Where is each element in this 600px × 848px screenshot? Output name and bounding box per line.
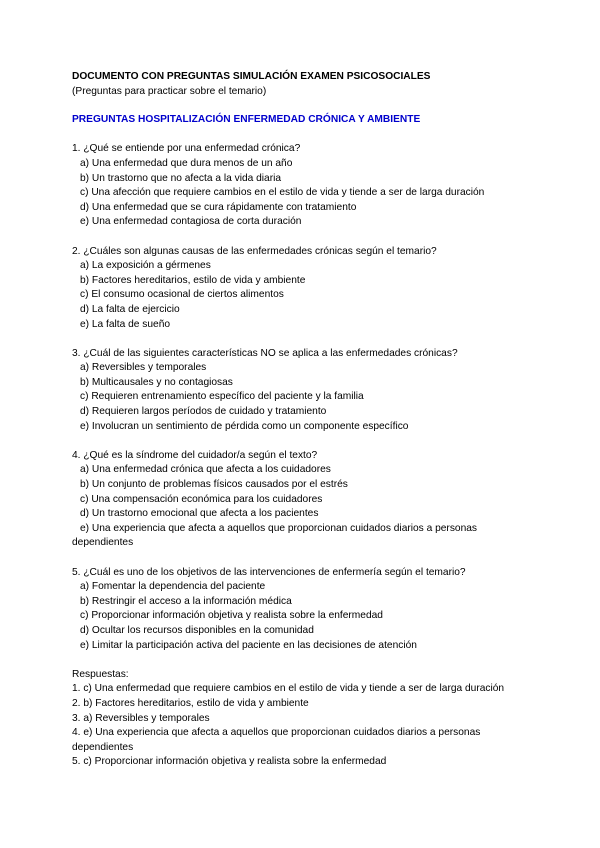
answers-heading: Respuestas: <box>72 668 129 680</box>
question-text: 1. ¿Qué se entiende por una enfermedad crónica? <box>72 143 301 155</box>
answer-option: e) Una enfermedad contagiosa de corta duración <box>80 216 302 228</box>
answer-option: d) Requieren largos períodos de cuidado y tratamiento <box>80 406 327 418</box>
answer-option: c) Una afección que requiere cambios en el estilo de vida y tiende a ser de larga duración <box>80 187 485 199</box>
document-content <box>72 70 542 770</box>
answer-option: e) Involucran un sentimiento de pérdida como un componente específico <box>80 420 409 432</box>
question-block <box>72 449 542 551</box>
answer-option: d) Un trastorno emocional que afecta a los pacientes <box>80 508 319 520</box>
document-subtitle: (Preguntas para practicar sobre el temario) <box>72 85 267 97</box>
answer-option: d) Ocultar los recursos disponibles en la comunidad <box>80 624 314 636</box>
answer-option: d) La falta de ejercicio <box>80 303 180 315</box>
answer-option: c) Proporcionar información objetiva y realista sobre la enfermedad <box>80 610 383 622</box>
answer-option: e) La falta de sueño <box>80 318 171 330</box>
answer-option: c) Una compensación económica para los cuidadores <box>80 493 323 505</box>
answer-key-item: 1. c) Una enfermedad que requiere cambios en el estilo de vida y tiende a ser de larga duración <box>72 683 505 695</box>
answer-option: a) Reversibles y temporales <box>80 362 207 374</box>
answer-option: c) El consumo ocasional de ciertos alimentos <box>80 289 284 301</box>
answer-key-item: 2. b) Factores hereditarios, estilo de vida y ambiente <box>72 697 309 709</box>
answer-option: d) Una enfermedad que se cura rápidamente con tratamiento <box>80 201 357 213</box>
answer-option: a) Una enfermedad crónica que afecta a los cuidadores <box>80 464 331 476</box>
document-title: DOCUMENTO CON PREGUNTAS SIMULACIÓN EXAMEN PSICOSOCIALES <box>72 71 431 82</box>
answer-key-item: 5. c) Proporcionar información objetiva y realista sobre la enfermedad <box>72 756 387 768</box>
question-block <box>72 347 542 435</box>
answer-option: a) Una enfermedad que dura menos de un año <box>80 157 293 169</box>
question-block <box>72 245 542 333</box>
answer-option: b) Un conjunto de problemas físicos causados por el estrés <box>80 479 348 491</box>
answer-option: b) Un trastorno que no afecta a la vida diaria <box>80 172 282 184</box>
question-text: 3. ¿Cuál de las siguientes características NO se aplica a las enfermedades crónicas? <box>72 347 458 359</box>
question-text: 4. ¿Qué es la síndrome del cuidador/a según el texto? <box>72 449 318 461</box>
answer-key-item: 4. e) Una experiencia que afecta a aquellos que proporcionan cuidados diarios a personas dependientes <box>72 727 481 753</box>
question-block <box>72 566 542 654</box>
question-text: 2. ¿Cuáles son algunas causas de las enfermedades crónicas según el temario? <box>72 245 437 257</box>
answer-option: e) Limitar la participación activa del paciente en las decisiones de atención <box>80 639 417 651</box>
answer-option: a) Fomentar la dependencia del paciente <box>80 581 266 593</box>
answer-option: e) Una experiencia que afecta a aquellos que proporcionan cuidados diarios a personas <box>80 522 478 534</box>
answer-option: b) Factores hereditarios, estilo de vida y ambiente <box>80 274 306 286</box>
answer-option: a) La exposición a gérmenes <box>80 260 211 272</box>
answer-option: b) Multicausales y no contagiosas <box>80 376 233 388</box>
answer-option: c) Requieren entrenamiento específico del paciente y la familia <box>80 391 364 403</box>
answer-key-item: 3. a) Reversibles y temporales <box>72 712 210 724</box>
answer-option: b) Restringir el acceso a la información médica <box>80 595 292 607</box>
question-block <box>72 142 542 230</box>
answer-option-continuation: dependientes <box>72 537 134 549</box>
section-heading: PREGUNTAS HOSPITALIZACIÓN ENFERMEDAD CRÓNICA Y AMBIENTE <box>72 114 421 126</box>
question-text: 5. ¿Cuál es uno de los objetivos de las intervenciones de enfermería según el temario? <box>72 566 466 578</box>
